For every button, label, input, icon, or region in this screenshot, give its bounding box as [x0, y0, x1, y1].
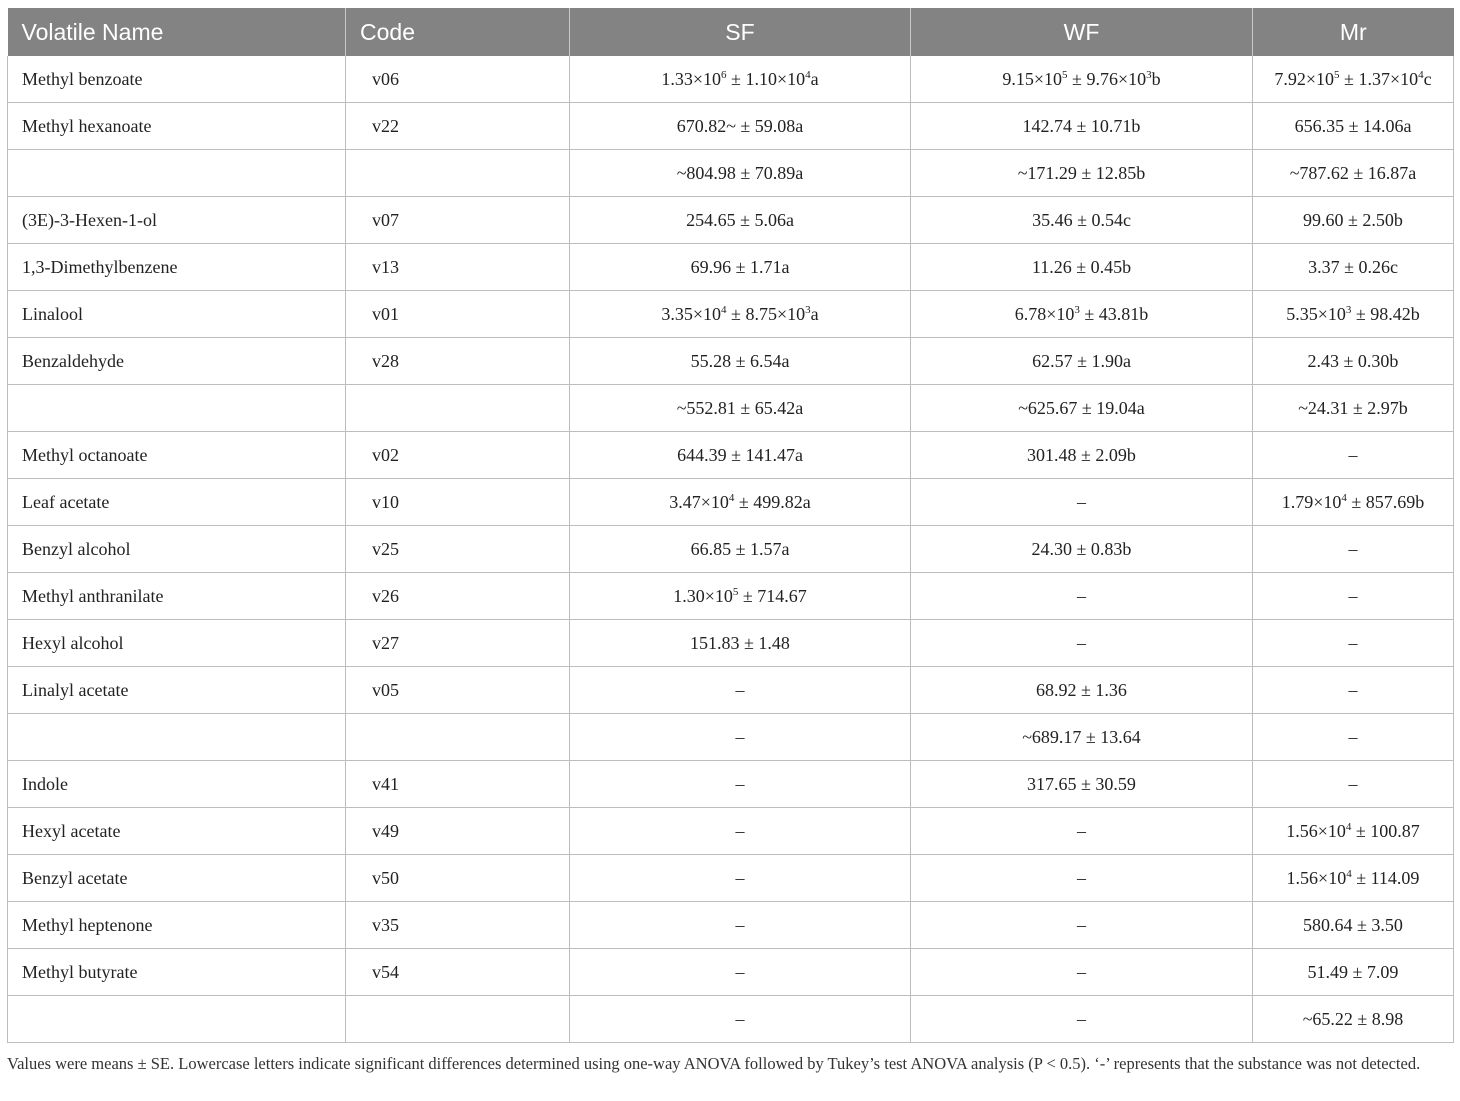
- sf-value-cell: ~552.81 ± 65.42a: [570, 385, 911, 432]
- code-cell: v35: [346, 902, 570, 949]
- volatiles-table: [7, 8, 1454, 1043]
- code-cell: v06: [346, 56, 570, 103]
- wf-value-cell: ~171.29 ± 12.85b: [911, 150, 1253, 197]
- wf-value-cell: –: [911, 620, 1253, 667]
- table-row: [8, 855, 1454, 902]
- wf-value-cell: 142.74 ± 10.71b: [911, 103, 1253, 150]
- code-cell: v22: [346, 103, 570, 150]
- mr-value-cell: 2.43 ± 0.30b: [1253, 338, 1454, 385]
- wf-value-cell: –: [911, 479, 1253, 526]
- wf-value-cell: 68.92 ± 1.36: [911, 667, 1253, 714]
- mr-value-cell: $7.92\times 10^5 \pm 1.37\times 10^4c$: [1253, 56, 1454, 103]
- header-wf: WF: [911, 8, 1253, 56]
- wf-value-cell: 35.46 ± 0.54c: [911, 197, 1253, 244]
- table-row: [8, 197, 1454, 244]
- sf-value-cell: 254.65 ± 5.06a: [570, 197, 911, 244]
- volatile-name-cell: Methyl hexanoate: [8, 103, 346, 150]
- header-code: Code: [346, 8, 570, 56]
- mr-value-cell: ~24.31 ± 2.97b: [1253, 385, 1454, 432]
- volatile-name-cell: Methyl octanoate: [8, 432, 346, 479]
- wf-value-cell: 301.48 ± 2.09b: [911, 432, 1253, 479]
- code-cell: [346, 150, 570, 197]
- sf-value-cell: 151.83 ± 1.48: [570, 620, 911, 667]
- table-row: [8, 338, 1454, 385]
- table-header-row: [8, 8, 1454, 56]
- table-row: [8, 573, 1454, 620]
- header-mr: Mr: [1253, 8, 1454, 56]
- wf-value-cell: 317.65 ± 30.59: [911, 761, 1253, 808]
- code-cell: v49: [346, 808, 570, 855]
- wf-value-cell: $9.15\times 10^5 \pm 9.76\times 10^3b$: [911, 56, 1253, 103]
- mr-value-cell: 51.49 ± 7.09: [1253, 949, 1454, 996]
- table-row: [8, 526, 1454, 573]
- mr-value-cell: 3.37 ± 0.26c: [1253, 244, 1454, 291]
- code-cell: v25: [346, 526, 570, 573]
- table-row: [8, 996, 1454, 1043]
- volatile-name-cell: Benzyl alcohol: [8, 526, 346, 573]
- volatile-name-cell: Benzaldehyde: [8, 338, 346, 385]
- table-row: [8, 949, 1454, 996]
- sf-value-cell: –: [570, 855, 911, 902]
- table-footnote: Values were means ± SE. Lowercase letters indicate significant differences determined using one-way ANOVA followed by Tukey’s test ANOVA analysis (P < 0.5). ‘-’ represents that the substance was not detected.: [7, 1054, 1421, 1073]
- code-cell: v13: [346, 244, 570, 291]
- mr-value-cell: –: [1253, 761, 1454, 808]
- wf-value-cell: –: [911, 949, 1253, 996]
- sf-value-cell: $3.35\times 10^4 \pm 8.75\times 10^3a$: [570, 291, 911, 338]
- wf-value-cell: –: [911, 996, 1253, 1043]
- table-row: [8, 667, 1454, 714]
- table-row: [8, 479, 1454, 526]
- sf-value-cell: 670.82~ ± 59.08a: [570, 103, 911, 150]
- sf-value-cell: 644.39 ± 141.47a: [570, 432, 911, 479]
- volatile-name-cell: Methyl benzoate: [8, 56, 346, 103]
- volatile-name-cell: [8, 996, 346, 1043]
- code-cell: [346, 385, 570, 432]
- code-cell: v54: [346, 949, 570, 996]
- mr-value-cell: –: [1253, 714, 1454, 761]
- mr-value-cell: ~65.22 ± 8.98: [1253, 996, 1454, 1043]
- volatile-name-cell: [8, 150, 346, 197]
- mr-value-cell: 656.35 ± 14.06a: [1253, 103, 1454, 150]
- sf-value-cell: –: [570, 949, 911, 996]
- volatile-name-cell: Leaf acetate: [8, 479, 346, 526]
- mr-value-cell: ~787.62 ± 16.87a: [1253, 150, 1454, 197]
- code-cell: v07: [346, 197, 570, 244]
- code-cell: v10: [346, 479, 570, 526]
- wf-value-cell: 62.57 ± 1.90a: [911, 338, 1253, 385]
- volatile-name-cell: 1,3-Dimethylbenzene: [8, 244, 346, 291]
- sf-value-cell: –: [570, 902, 911, 949]
- table-row: [8, 291, 1454, 338]
- wf-value-cell: –: [911, 855, 1253, 902]
- table-row: [8, 902, 1454, 949]
- mr-value-cell: –: [1253, 526, 1454, 573]
- volatile-name-cell: Hexyl acetate: [8, 808, 346, 855]
- sf-value-cell: –: [570, 996, 911, 1043]
- volatile-name-cell: Methyl butyrate: [8, 949, 346, 996]
- volatile-name-cell: [8, 385, 346, 432]
- sf-value-cell: –: [570, 667, 911, 714]
- table-row: [8, 103, 1454, 150]
- volatile-name-cell: Linalool: [8, 291, 346, 338]
- table-row: [8, 56, 1454, 103]
- sf-value-cell: –: [570, 761, 911, 808]
- code-cell: [346, 996, 570, 1043]
- code-cell: v41: [346, 761, 570, 808]
- wf-value-cell: 24.30 ± 0.83b: [911, 526, 1253, 573]
- wf-value-cell: 11.26 ± 0.45b: [911, 244, 1253, 291]
- table-row: [8, 244, 1454, 291]
- volatile-name-cell: (3E)-3-Hexen-1-ol: [8, 197, 346, 244]
- table-row: [8, 432, 1454, 479]
- code-cell: v50: [346, 855, 570, 902]
- wf-value-cell: –: [911, 808, 1253, 855]
- mr-value-cell: 99.60 ± 2.50b: [1253, 197, 1454, 244]
- mr-value-cell: $5.35\times 10^3 \pm 98.42b$: [1253, 291, 1454, 338]
- wf-value-cell: $6.78\times 10^3 \pm 43.81b$: [911, 291, 1253, 338]
- code-cell: v27: [346, 620, 570, 667]
- header-sf: SF: [570, 8, 911, 56]
- wf-value-cell: ~625.67 ± 19.04a: [911, 385, 1253, 432]
- volatile-name-cell: Methyl heptenone: [8, 902, 346, 949]
- mr-value-cell: –: [1253, 667, 1454, 714]
- table-row: [8, 150, 1454, 197]
- volatile-name-cell: Indole: [8, 761, 346, 808]
- volatile-name-cell: Linalyl acetate: [8, 667, 346, 714]
- wf-value-cell: ~689.17 ± 13.64: [911, 714, 1253, 761]
- mr-value-cell: –: [1253, 620, 1454, 667]
- code-cell: v01: [346, 291, 570, 338]
- sf-value-cell: –: [570, 808, 911, 855]
- mr-value-cell: $1.56\times 10^4 \pm 114.09$: [1253, 855, 1454, 902]
- header-volatile-name: Volatile Name: [8, 8, 346, 56]
- sf-value-cell: $1.33\times 10^6 \pm 1.10\times 10^4a$: [570, 56, 911, 103]
- table-row: [8, 808, 1454, 855]
- volatile-name-cell: Hexyl alcohol: [8, 620, 346, 667]
- code-cell: v26: [346, 573, 570, 620]
- mr-value-cell: $1.79\times 10^4 \pm 857.69b$: [1253, 479, 1454, 526]
- code-cell: v02: [346, 432, 570, 479]
- mr-value-cell: –: [1253, 573, 1454, 620]
- sf-value-cell: 66.85 ± 1.57a: [570, 526, 911, 573]
- code-cell: v05: [346, 667, 570, 714]
- wf-value-cell: –: [911, 573, 1253, 620]
- code-cell: v28: [346, 338, 570, 385]
- volatiles-table-container: [7, 8, 1453, 1043]
- table-row: [8, 714, 1454, 761]
- table-body: [8, 56, 1454, 1043]
- table-row: [8, 761, 1454, 808]
- sf-value-cell: 55.28 ± 6.54a: [570, 338, 911, 385]
- table-row: [8, 620, 1454, 667]
- volatile-name-cell: Methyl anthranilate: [8, 573, 346, 620]
- code-cell: [346, 714, 570, 761]
- mr-value-cell: –: [1253, 432, 1454, 479]
- wf-value-cell: –: [911, 902, 1253, 949]
- volatile-name-cell: Benzyl acetate: [8, 855, 346, 902]
- sf-value-cell: ~804.98 ± 70.89a: [570, 150, 911, 197]
- sf-value-cell: –: [570, 714, 911, 761]
- sf-value-cell: $1.30\times 10^5 \pm 714.67$: [570, 573, 911, 620]
- mr-value-cell: 580.64 ± 3.50: [1253, 902, 1454, 949]
- mr-value-cell: $1.56\times 10^4 \pm 100.87$: [1253, 808, 1454, 855]
- sf-value-cell: $3.47\times 10^4 \pm 499.82a$: [570, 479, 911, 526]
- sf-value-cell: 69.96 ± 1.71a: [570, 244, 911, 291]
- volatile-name-cell: [8, 714, 346, 761]
- table-row: [8, 385, 1454, 432]
